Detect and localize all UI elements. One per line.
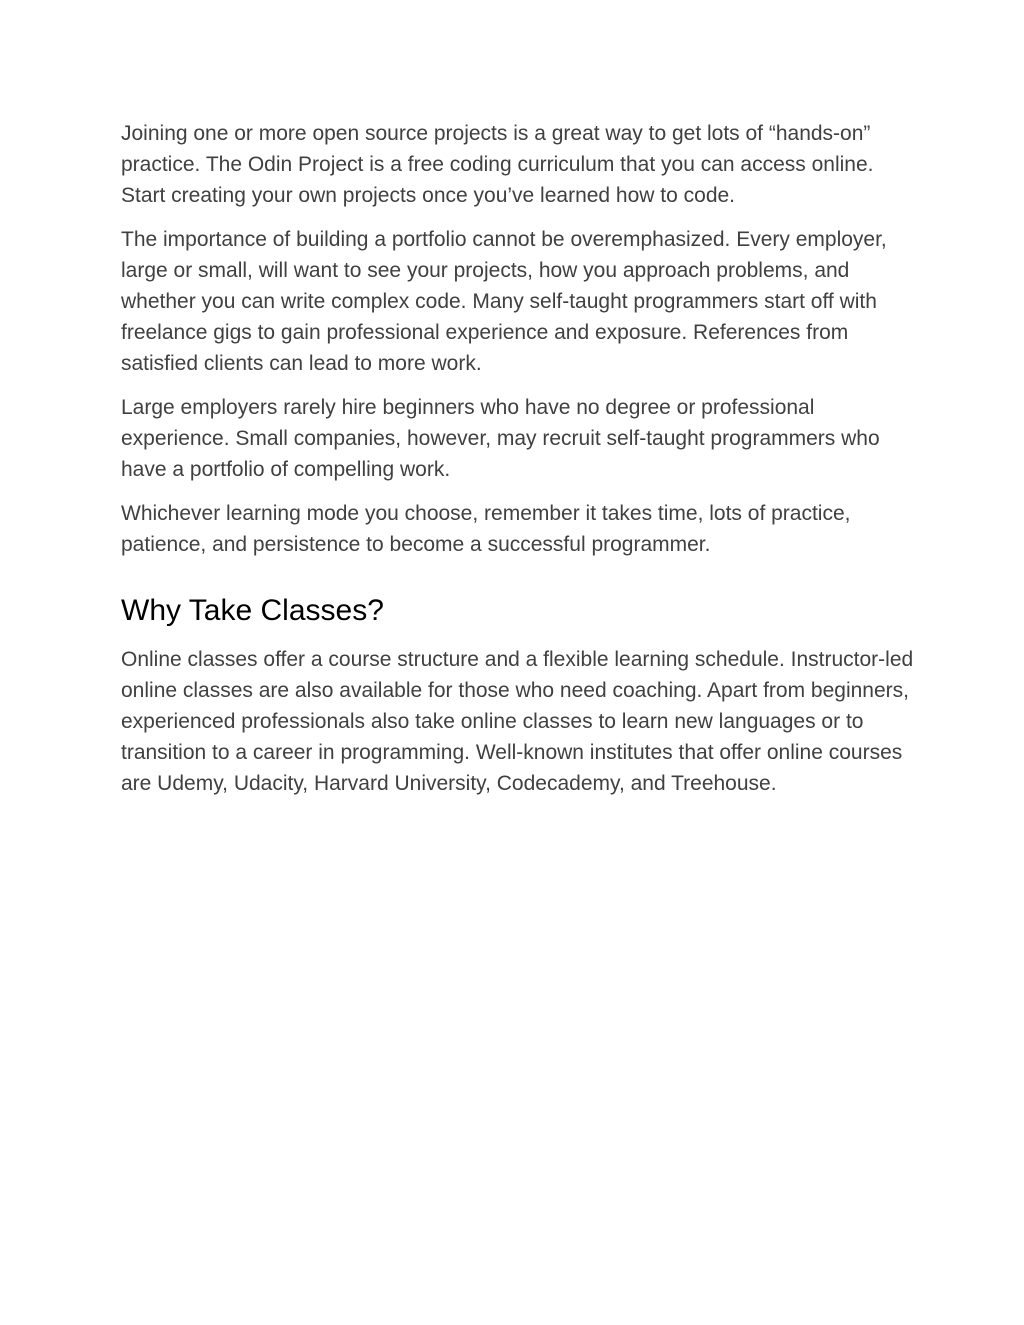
- document-body: [121, 118, 921, 812]
- paragraph-employers: Large employers rarely hire beginners who have no degree or professional experience. Small companies, however, may recruit self-taught programmers who have a portfolio of compelling work.: [121, 396, 880, 481]
- section-heading: Why Take Classes?: [121, 594, 384, 627]
- paragraph-open-source: Joining one or more open source projects is a great way to get lots of “hands-on” practice. The Odin Project is a free coding curriculum that you can access online. Start creating your own projects once you’ve learned how to code.: [121, 122, 874, 207]
- paragraph-learning-mode: Whichever learning mode you choose, remember it takes time, lots of practice, patience, and persistence to become a successful programmer.: [121, 502, 851, 556]
- paragraph-online-classes: Online classes offer a course structure and a flexible learning schedule. Instructor-led online classes are also available for those who need coaching. Apart from beginners, experienced professionals also take online classes to learn new languages or to transition to a career in programming. Well-known institutes that offer online courses are Udemy, Udacity, Harvard University, Codecademy, and Treehouse.: [121, 648, 914, 795]
- paragraph-portfolio: The importance of building a portfolio cannot be overemphasized. Every employer, large or small, will want to see your projects, how you approach problems, and whether you can write complex code. Many self-taught programmers start off with freelance gigs to gain professional experience and exposure. References from satisfied clients can lead to more work.: [121, 228, 887, 375]
